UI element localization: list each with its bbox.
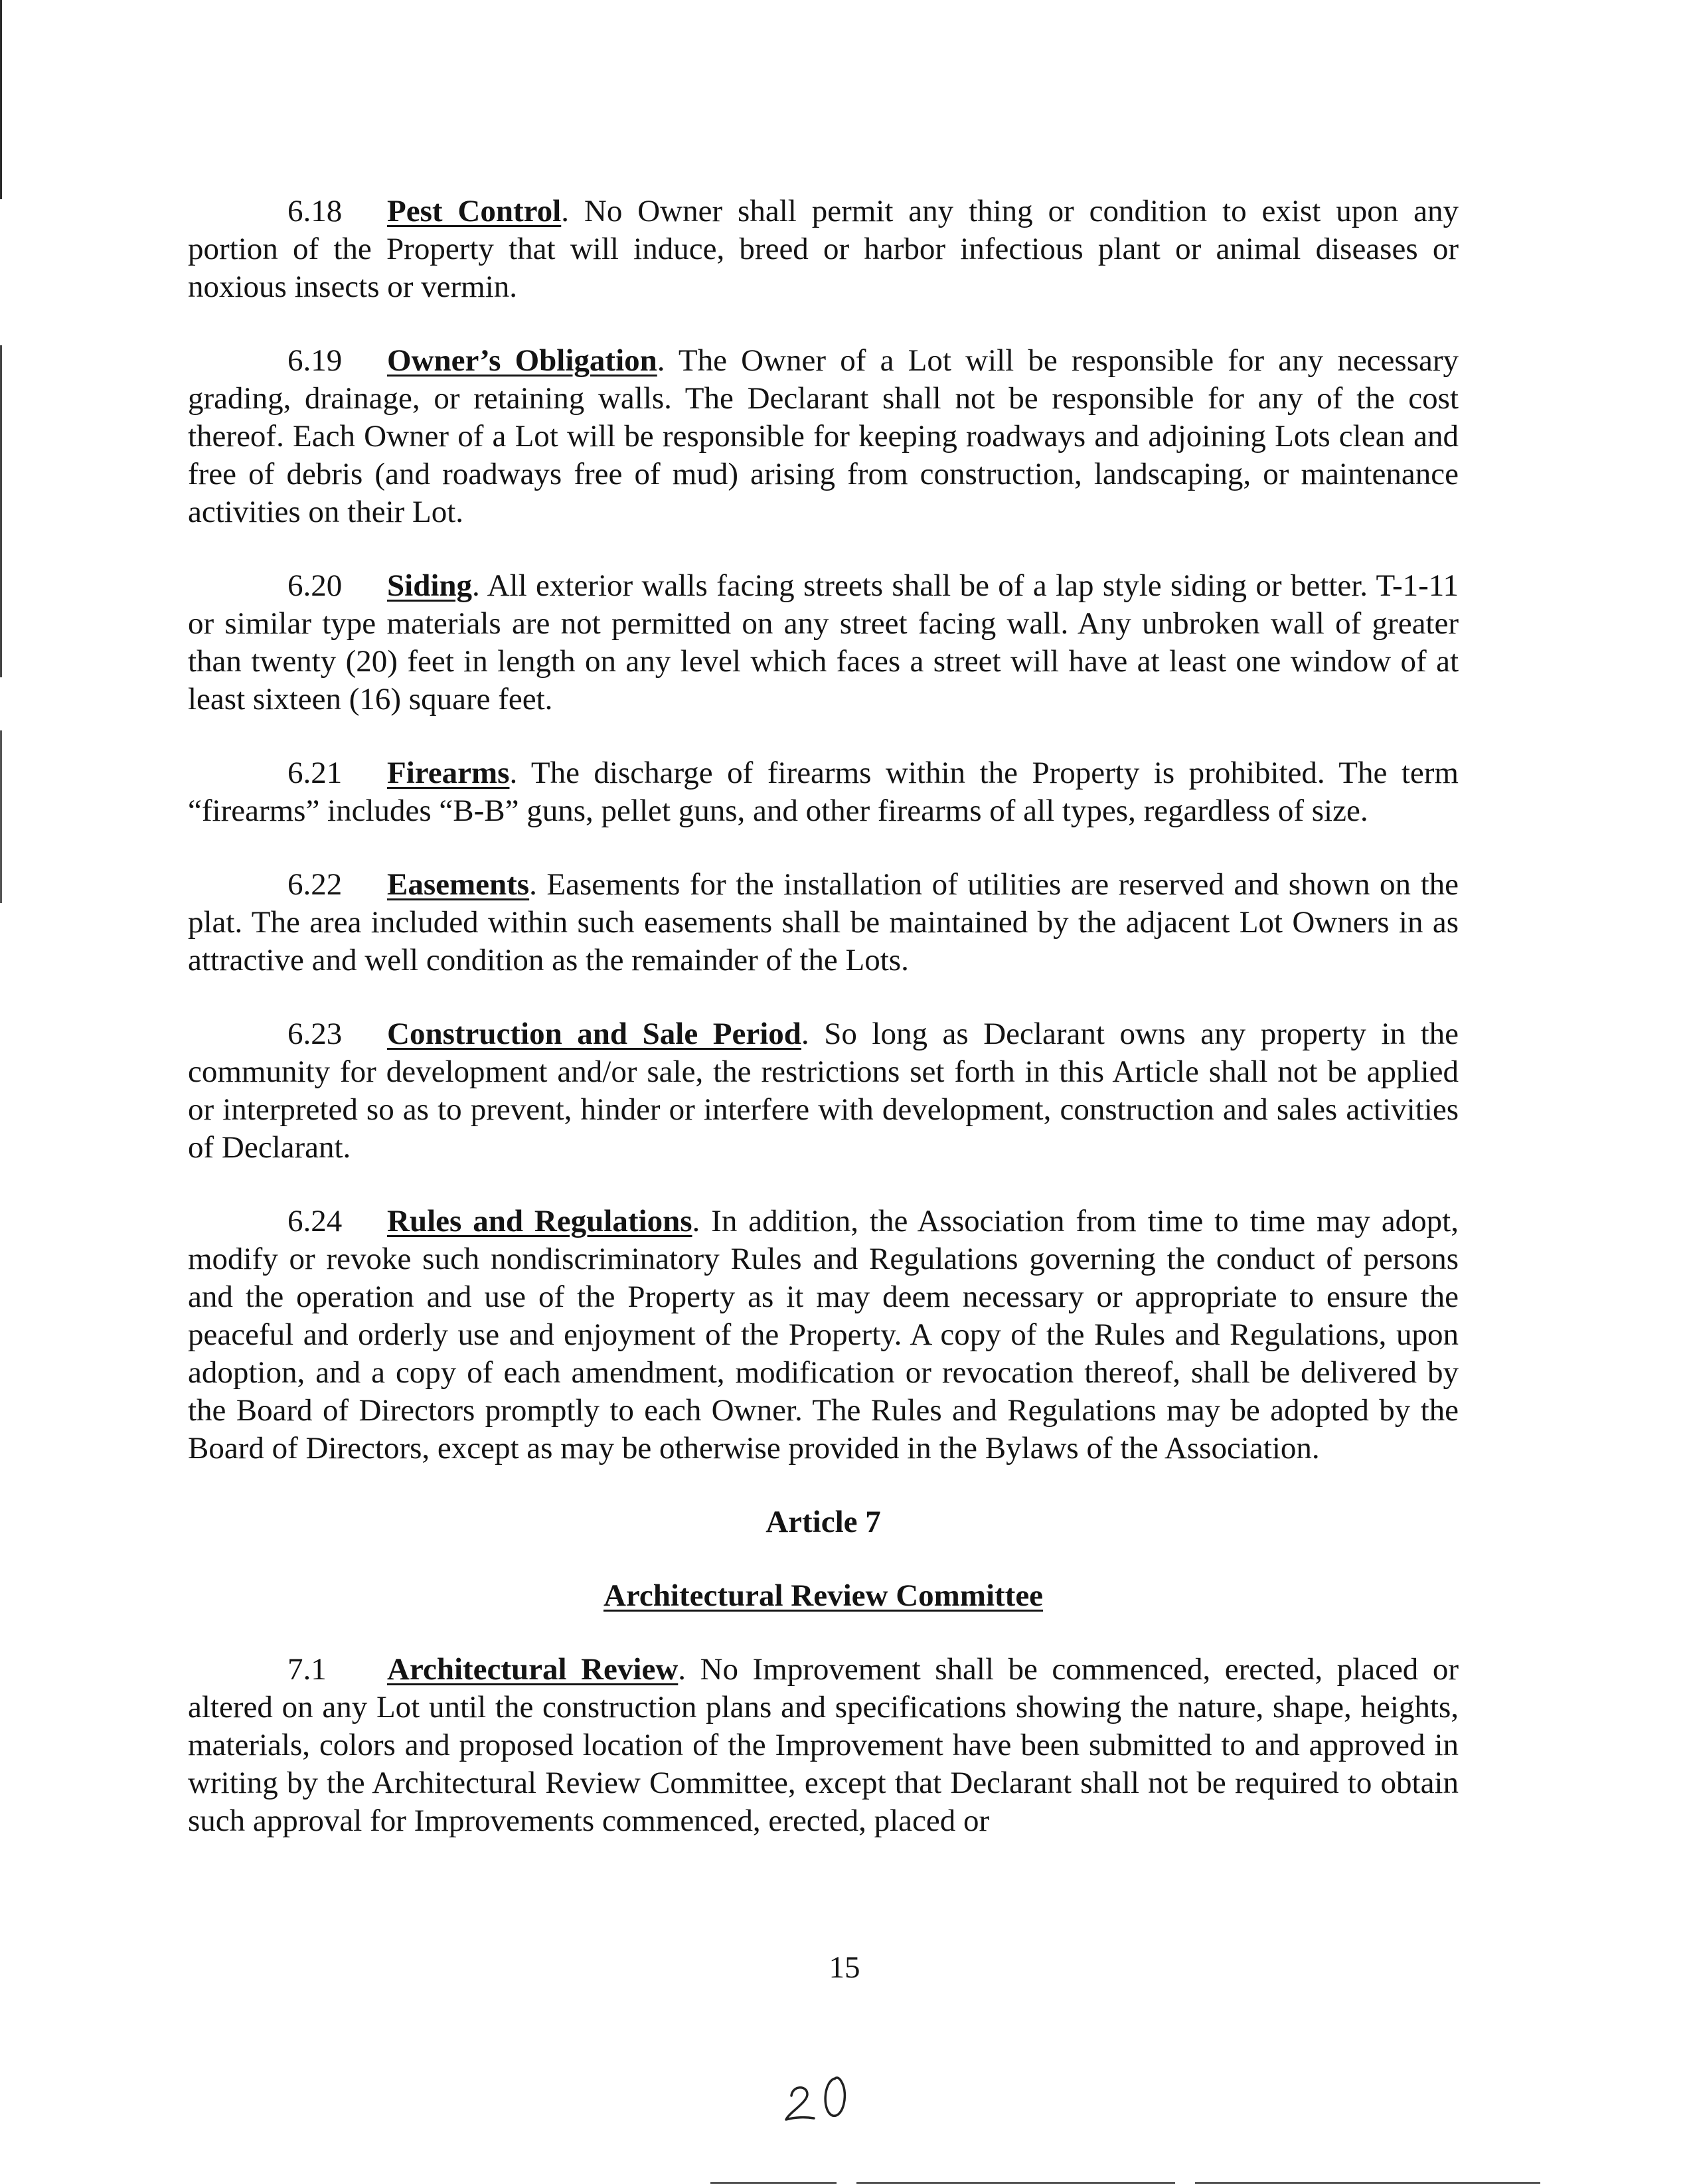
section-number: 6.22 — [287, 867, 343, 902]
section-heading: Siding — [387, 568, 473, 603]
section-6-20 — [188, 567, 1459, 718]
section-6-23 — [188, 1015, 1459, 1167]
section-6-22 — [188, 866, 1459, 979]
section-number: 6.20 — [287, 568, 343, 603]
section-7-1 — [188, 1651, 1459, 1840]
section-text: . Easements for the installation of utilities are reserved and shown on the plat. The area included within such easements shall be maintained by the adjacent Lot Owners in as attractive and well condition as the remainder of the Lots. — [188, 867, 1459, 977]
section-6-19 — [188, 342, 1459, 531]
section-number: 6.18 — [287, 194, 343, 228]
page-number: 15 — [829, 1950, 860, 1985]
handwritten-page-number — [777, 2065, 870, 2125]
section-text: . In addition, the Association from time to time may adopt, modify or revoke such nondiscriminatory Rules and Regulations governing the conduct of persons and the operation and use of the Property as it may deem necessary or appropriate to ensure the peaceful and orderly use and enjoyment of the Property. A copy of the Rules and Regulations, upon adoption, and a copy of each amendment, modification or revocation thereof, shall be delivered by the Board of Directors promptly to each Owner. The Rules and Regulations may be adopted by the Board of Directors, except as may be otherwise provided in the Bylaws of the Association. — [188, 1204, 1459, 1466]
section-text: . So long as Declarant owns any property in the community for development and/or sale, the restrictions set forth in this Article shall not be applied or interpreted so as to prevent, hinder or interfere with development, construction and sales activities of Declarant. — [188, 1017, 1459, 1165]
scan-edge-mark — [0, 345, 2, 677]
section-heading: Construction and Sale Period — [387, 1017, 801, 1051]
section-6-24 — [188, 1203, 1459, 1468]
article-subtitle: Architectural Review Committee — [603, 1578, 1044, 1613]
section-heading: Owner’s Obligation — [387, 343, 657, 378]
section-heading: Easements — [387, 867, 530, 902]
document-body — [188, 193, 1459, 1840]
section-text: . No Owner shall permit any thing or condition to exist upon any portion of the Property that will induce, breed or harbor infectious plant or animal diseases or noxious insects or vermin. — [188, 194, 1459, 304]
section-number: 6.21 — [287, 756, 343, 790]
section-heading: Architectural Review — [387, 1652, 679, 1687]
section-number: 7.1 — [287, 1652, 327, 1687]
section-heading: Rules and Regulations — [387, 1204, 692, 1238]
section-6-18 — [188, 193, 1459, 306]
section-text: . The discharge of firearms within the Property is prohibited. The term “firearms” includes “B-B” guns, pellet guns, and other firearms of all types, regardless of size. — [188, 756, 1459, 828]
section-number: 6.19 — [287, 343, 343, 378]
section-6-21 — [188, 754, 1459, 830]
section-heading: Firearms — [387, 756, 510, 790]
section-text: . The Owner of a Lot will be responsible for any necessary grading, drainage, or retaining walls. The Declarant shall not be responsible for any of the cost thereof. Each Owner of a Lot will be responsible for keeping roadways and adjoining Lots clean and free of debris (and roadways free of mud) arising from construction, landscaping, or maintenance activities on their Lot. — [188, 343, 1459, 529]
section-heading: Pest Control — [387, 194, 562, 228]
section-number: 6.23 — [287, 1017, 343, 1051]
section-text: . No Improvement shall be commenced, erected, placed or altered on any Lot until the construction plans and specifications showing the nature, shape, heights, materials, colors and proposed location of the Improvement have been submitted to and approved in writing by the Architectural Review Committee, except that Declarant shall not be required to obtain such approval for Improvements commenced, erected, placed or — [188, 1652, 1459, 1838]
section-text: . All exterior walls facing streets shall be of a lap style siding or better. T-1-11 or similar type materials are not permitted on any street facing wall. Any unbroken wall of greater than twenty (20) feet in length on any level which faces a street will have at least one window of at least sixteen (16) square feet. — [188, 568, 1459, 716]
article-title: Article 7 — [765, 1505, 881, 1539]
scan-edge-mark — [0, 730, 2, 903]
scan-edge-mark — [0, 0, 2, 199]
section-number: 6.24 — [287, 1204, 343, 1238]
